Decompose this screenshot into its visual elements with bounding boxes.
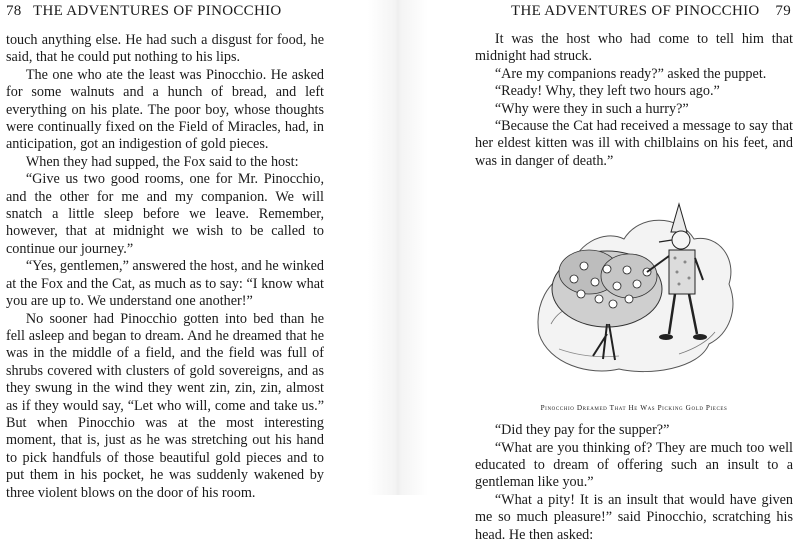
right-page <box>475 0 793 543</box>
paragraph: “Because the Cat had received a message to say that her eldest kitten was ill with chilblains on his feet, and was in danger of death.” <box>475 118 793 169</box>
paragraph: The one who ate the least was Pinocchio. He asked for some walnuts and a hunch of bread, and left everything on his plate. The poor boy, whose thoughts were continually fixed on the Field of Miracles, had, in anticipation, got an indigestion of gold pieces. <box>6 66 324 153</box>
paragraph: “Ready! Why, they left two hours ago.” <box>494 83 720 100</box>
pinocchio-gold-tree-icon <box>529 184 739 384</box>
running-title: THE ADVENTURES OF PINOCCHIO <box>511 3 760 19</box>
paragraph: When they had supped, the Fox said to the host: <box>25 153 299 170</box>
paragraph: “What a pity! It is an insult that would have given me so much pleasure!” said Pinocchio, scratching his head. He then asked: <box>475 491 793 543</box>
right-page-body-bottom <box>475 422 793 544</box>
paragraph: “What are you thinking of? They are much too well educated to dream of offering such an insult to a gentleman like you.” <box>475 439 793 491</box>
illustration <box>475 184 793 402</box>
left-page <box>6 0 324 501</box>
figure-caption: Pinocchio Dreamed That He Was Picking Gold Pieces <box>540 404 728 413</box>
paragraph: “Why were they in such a hurry?” <box>494 100 689 117</box>
paragraph: “Give us two good rooms, one for Mr. Pinocchio, and the other for me and my companion. We will snatch a little sleep before we leave. Remember, however, that at midnight we wish to be called to continue our journey.” <box>6 171 324 257</box>
paragraph: “Are my companions ready?” asked the puppet. <box>494 65 767 82</box>
page-number: 78 <box>6 3 22 19</box>
book-gutter <box>368 0 428 495</box>
right-page-body-top <box>475 31 793 170</box>
paragraph: “Did they pay for the supper?” <box>494 422 670 439</box>
running-title: THE ADVENTURES OF PINOCCHIO <box>33 3 282 19</box>
paragraph: “Yes, gentlemen,” answered the host, and he winked at the Fox and the Cat, as much as to say: “I know what you are up to. We understand one another!” <box>6 258 324 310</box>
left-page-body <box>6 32 324 502</box>
paragraph: It was the host who had come to tell him that midnight had struck. <box>475 31 793 65</box>
paragraph: No sooner had Pinocchio gotten into bed than he fell asleep and began to dream. And he dreamed that he was in the middle of a field, and the field was full of shrubs covered with clusters of gold sovereigns, and as they swung in the wind they went zin, zin, zin, almost as if they would say, “Let who will, come and take us.” But when Pinocchio was at the most interesting moment, that is, just as he was stretching out his hand to pick handfuls of those beautiful gold pieces and to put them in his pocket, he was suddenly wakened by three violent blows on the door of his room. <box>6 310 324 501</box>
right-page-header <box>475 0 793 22</box>
left-page-header <box>6 0 324 22</box>
paragraph: touch anything else. He had such a disgust for food, he said, that he could put nothing to his lips. <box>6 32 324 66</box>
page-number: 79 <box>775 3 791 19</box>
